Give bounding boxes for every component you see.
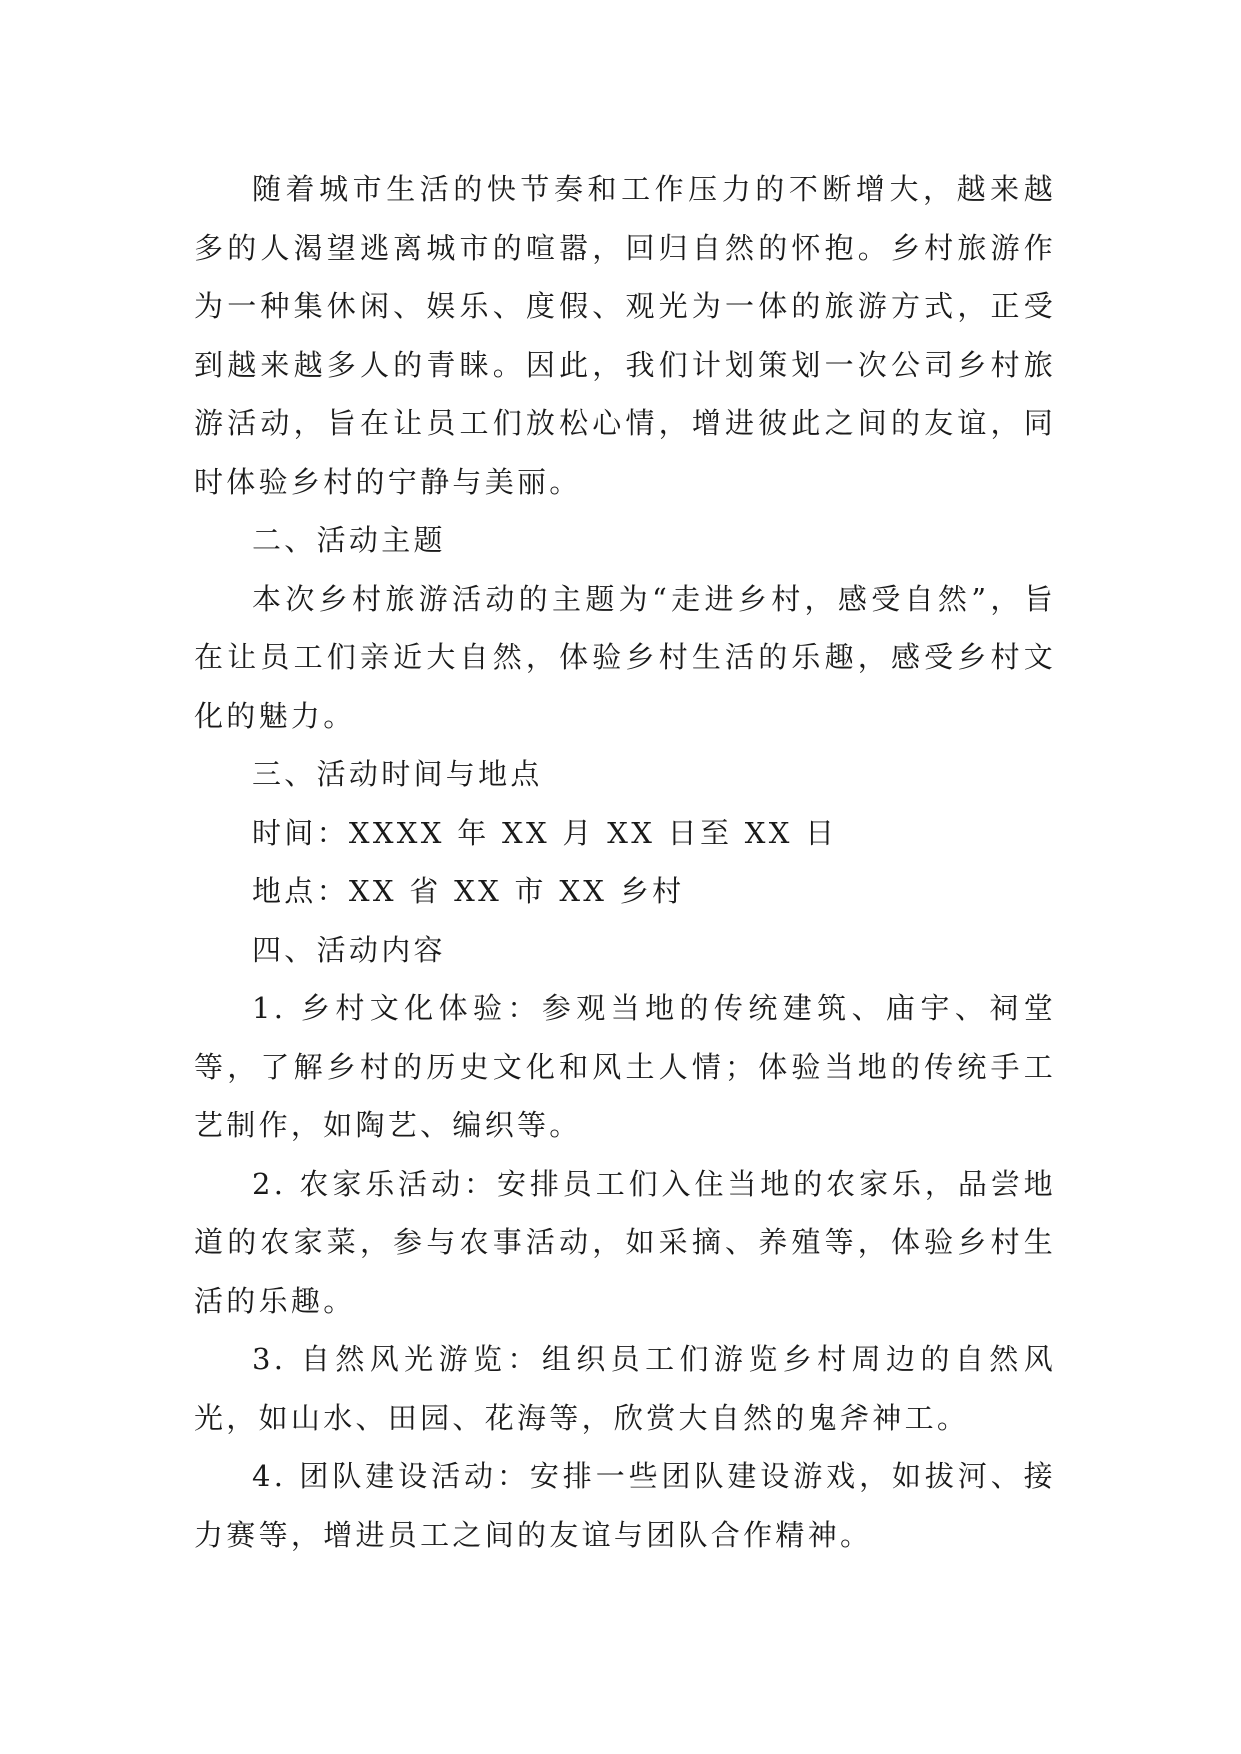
document-body (194, 160, 1056, 1564)
section-heading-time-place: 三、活动时间与地点 (252, 757, 543, 791)
content-item-4: 4. 团队建设活动：安排一些团队建设游戏，如拔河、接力赛等，增进员工之间的友谊与团队合作精神。 (194, 1459, 1056, 1552)
section-heading-theme: 二、活动主题 (252, 523, 446, 557)
content-item-2: 2. 农家乐活动：安排员工们入住当地的农家乐，品尝地道的农家菜，参与农事活动，如采摘、养殖等，体验乡村生活的乐趣。 (194, 1166, 1056, 1318)
intro-paragraph: 随着城市生活的快节奏和工作压力的不断增大，越来越多的人渴望逃离城市的喧嚣，回归自然的怀抱。乡村旅游作为一种集休闲、娱乐、度假、观光为一体的旅游方式，正受到越来越多人的青睐。因此，我们计划策划一次公司乡村旅游活动，旨在让员工们放松心情，增进彼此之间的友谊，同时体验乡村的宁静与美丽。 (194, 172, 1056, 499)
content-item-1: 1. 乡村文化体验：参观当地的传统建筑、庙宇、祠堂等，了解乡村的历史文化和风土人情；体验当地的传统手工艺制作，如陶艺、编织等。 (194, 991, 1056, 1142)
section-heading-content: 四、活动内容 (252, 932, 446, 967)
theme-paragraph: 本次乡村旅游活动的主题为“走进乡村，感受自然”，旨在让员工们亲近大自然，体验乡村生活的乐趣，感受乡村文化的魅力。 (194, 581, 1056, 733)
activity-place: 地点：XX 省 XX 市 XX 乡村 (252, 874, 685, 908)
content-item-3: 3. 自然风光游览：组织员工们游览乡村周边的自然风光，如山水、田园、花海等，欣赏大自然的鬼斧神工。 (194, 1342, 1056, 1435)
activity-time: 时间：XXXX 年 XX 月 XX 日至 XX 日 (252, 815, 838, 850)
